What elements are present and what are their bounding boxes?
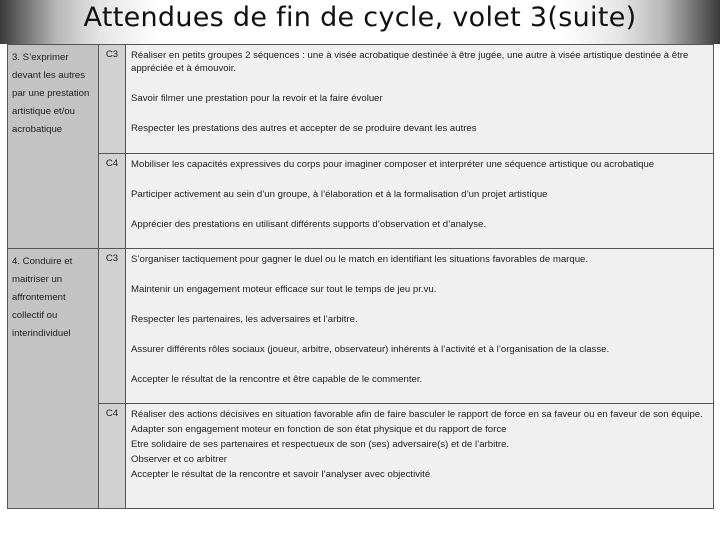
list-item: Respecter les partenaires, les adversaires et l’arbitre.: [131, 314, 358, 325]
scanned-document: [7, 44, 714, 506]
competence-label: 3. S’exprimer devant les autres par une prestation artistique et/ou acrobatique: [12, 52, 90, 135]
table-row: [8, 249, 714, 404]
list-item: Accepter le résultat de la rencontre et être capable de le commenter.: [131, 374, 423, 385]
competence-cell-4: [8, 249, 99, 509]
items-cell: [126, 45, 714, 154]
cycle-label: C3: [105, 49, 119, 60]
cycle-label: C3: [105, 253, 119, 264]
item-list: [126, 45, 713, 135]
slide-title-bar: [0, 0, 720, 44]
list-item: Apprécier des prestations en utilisant différents supports d’observation et d’analyse.: [131, 219, 486, 230]
list-item: Assurer différents rôles sociaux (joueur, arbitre, observateur) inhérents à l’activité et à l’organisation de la classe.: [131, 344, 610, 355]
item-list: [126, 404, 713, 481]
items-cell: [126, 154, 714, 249]
cycle-cell: [99, 404, 126, 509]
list-item: Participer activement au sein d’un groupe, à l’élaboration et à la formalisation d’un projet artistique: [131, 189, 548, 200]
items-cell: [126, 404, 714, 509]
table-row: [8, 45, 714, 154]
cycle-label: C4: [105, 158, 119, 169]
list-item: Etre solidaire de ses partenaires et respectueux de son (ses) adversaire(s) et de l’arbitre.: [131, 439, 510, 450]
list-item: Observer et co arbitrer: [131, 454, 227, 465]
items-cell: [126, 249, 714, 404]
list-item: Adapter son engagement moteur en fonction de son état physique et du rapport de force: [131, 424, 507, 435]
table-row: [8, 404, 714, 509]
item-list: [126, 154, 713, 231]
competence-label: 4. Conduire et maitriser un affrontement collectif ou interindividuel: [12, 256, 73, 339]
table-row: [8, 154, 714, 249]
cycle-label: C4: [105, 408, 119, 419]
cycle-cell: [99, 154, 126, 249]
list-item: Respecter les prestations des autres et accepter de se produire devant les autres: [131, 123, 477, 134]
cycle-cell: [99, 45, 126, 154]
competence-table: [7, 44, 714, 509]
list-item: Mobiliser les capacités expressives du corps pour imaginer composer et interpréter une séquence artistique ou acrobatique: [131, 159, 655, 170]
list-item: Maintenir un engagement moteur efficace sur tout le temps de jeu pr.vu.: [131, 284, 437, 295]
slide-title: Attendues de fin de cycle, volet 3(suite): [83, 2, 637, 33]
list-item: Réaliser en petits groupes 2 séquences : une à visée acrobatique destinée à être jugée, une autre à visée artistique destinée à être appréciée et à émouvoir.: [131, 50, 689, 74]
list-item: S’organiser tactiquement pour gagner le duel ou le match en identifiant les situations favorables de marque.: [131, 254, 589, 265]
list-item: Accepter le résultat de la rencontre et savoir l’analyser avec objectivité: [131, 469, 431, 480]
list-item: Réaliser des actions décisives en situation favorable afin de faire basculer le rapport de force en sa faveur ou en faveur de son équipe.: [131, 409, 703, 420]
cycle-cell: [99, 249, 126, 404]
item-list: [126, 249, 713, 386]
competence-cell-3: [8, 45, 99, 249]
list-item: Savoir filmer une prestation pour la revoir et la faire évoluer: [131, 93, 383, 104]
